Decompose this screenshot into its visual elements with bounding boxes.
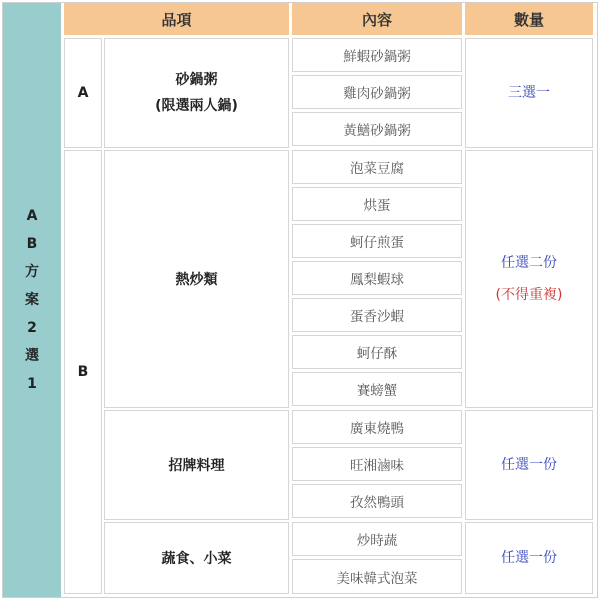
menu-item: 蚵仔煎蛋	[292, 224, 462, 258]
group-a-quantity: 三選一	[508, 85, 550, 101]
group-a-label: A	[77, 85, 89, 101]
group-a-category-note: (限選兩人鍋)	[155, 98, 238, 114]
menu-item: 美味韓式泡菜	[292, 559, 462, 594]
group-b-veg-quantity: 任選一份	[501, 550, 557, 566]
header-quantity: 數量	[465, 3, 593, 35]
stirfry-quantity-text: 任選二份	[501, 255, 557, 271]
group-b-signature-category: 招牌料理	[168, 458, 225, 474]
menu-item: 旺湘滷味	[292, 447, 462, 481]
header-item: 品項	[64, 3, 289, 35]
group-b-label: B	[77, 364, 89, 380]
plan-sidebar	[3, 3, 61, 597]
menu-item: 廣東燒鴨	[292, 410, 462, 444]
menu-item: 炒時蔬	[292, 522, 462, 556]
group-b-stirfry-category: 熱炒類	[175, 272, 218, 288]
group-b-signature-quantity: 任選一份	[501, 457, 557, 473]
group-b-veg-category: 蔬食、小菜	[161, 551, 232, 567]
menu-item: 鮮蝦砂鍋粥	[292, 38, 462, 72]
group-b-signature-category-cell	[104, 410, 289, 520]
menu-item: 賽螃蟹	[292, 372, 462, 406]
group-a-category-name: 砂鍋粥	[175, 72, 218, 88]
menu-item: 孜然鴨頭	[292, 484, 462, 518]
group-a-label-cell	[64, 38, 102, 148]
group-b-stirfry-quantity	[496, 247, 563, 311]
menu-item: 黃鱔砂鍋粥	[292, 112, 462, 146]
group-b-stirfry-category-cell	[104, 150, 289, 408]
menu-item: 鳳梨蝦球	[292, 261, 462, 295]
group-b-signature-quantity-cell	[465, 410, 593, 520]
menu-item: 蛋香沙蝦	[292, 298, 462, 332]
menu-item: 烘蛋	[292, 187, 462, 221]
stirfry-quantity-note: (不得重複)	[495, 287, 563, 303]
group-b-veg-quantity-cell	[465, 522, 593, 594]
group-b-veg-category-cell	[104, 522, 289, 594]
group-b-label-cell	[64, 150, 102, 594]
group-b-stirfry-quantity-cell	[465, 150, 593, 408]
menu-item: 泡菜豆腐	[292, 150, 462, 184]
menu-item: 雞肉砂鍋粥	[292, 75, 462, 109]
menu-item: 蚵仔酥	[292, 335, 462, 369]
plan-sidebar-label: AB方案2選1	[25, 208, 39, 392]
group-a-category-cell	[104, 38, 289, 148]
header-content: 內容	[292, 3, 462, 35]
group-a-category	[155, 67, 238, 119]
group-a-quantity-cell	[465, 38, 593, 148]
